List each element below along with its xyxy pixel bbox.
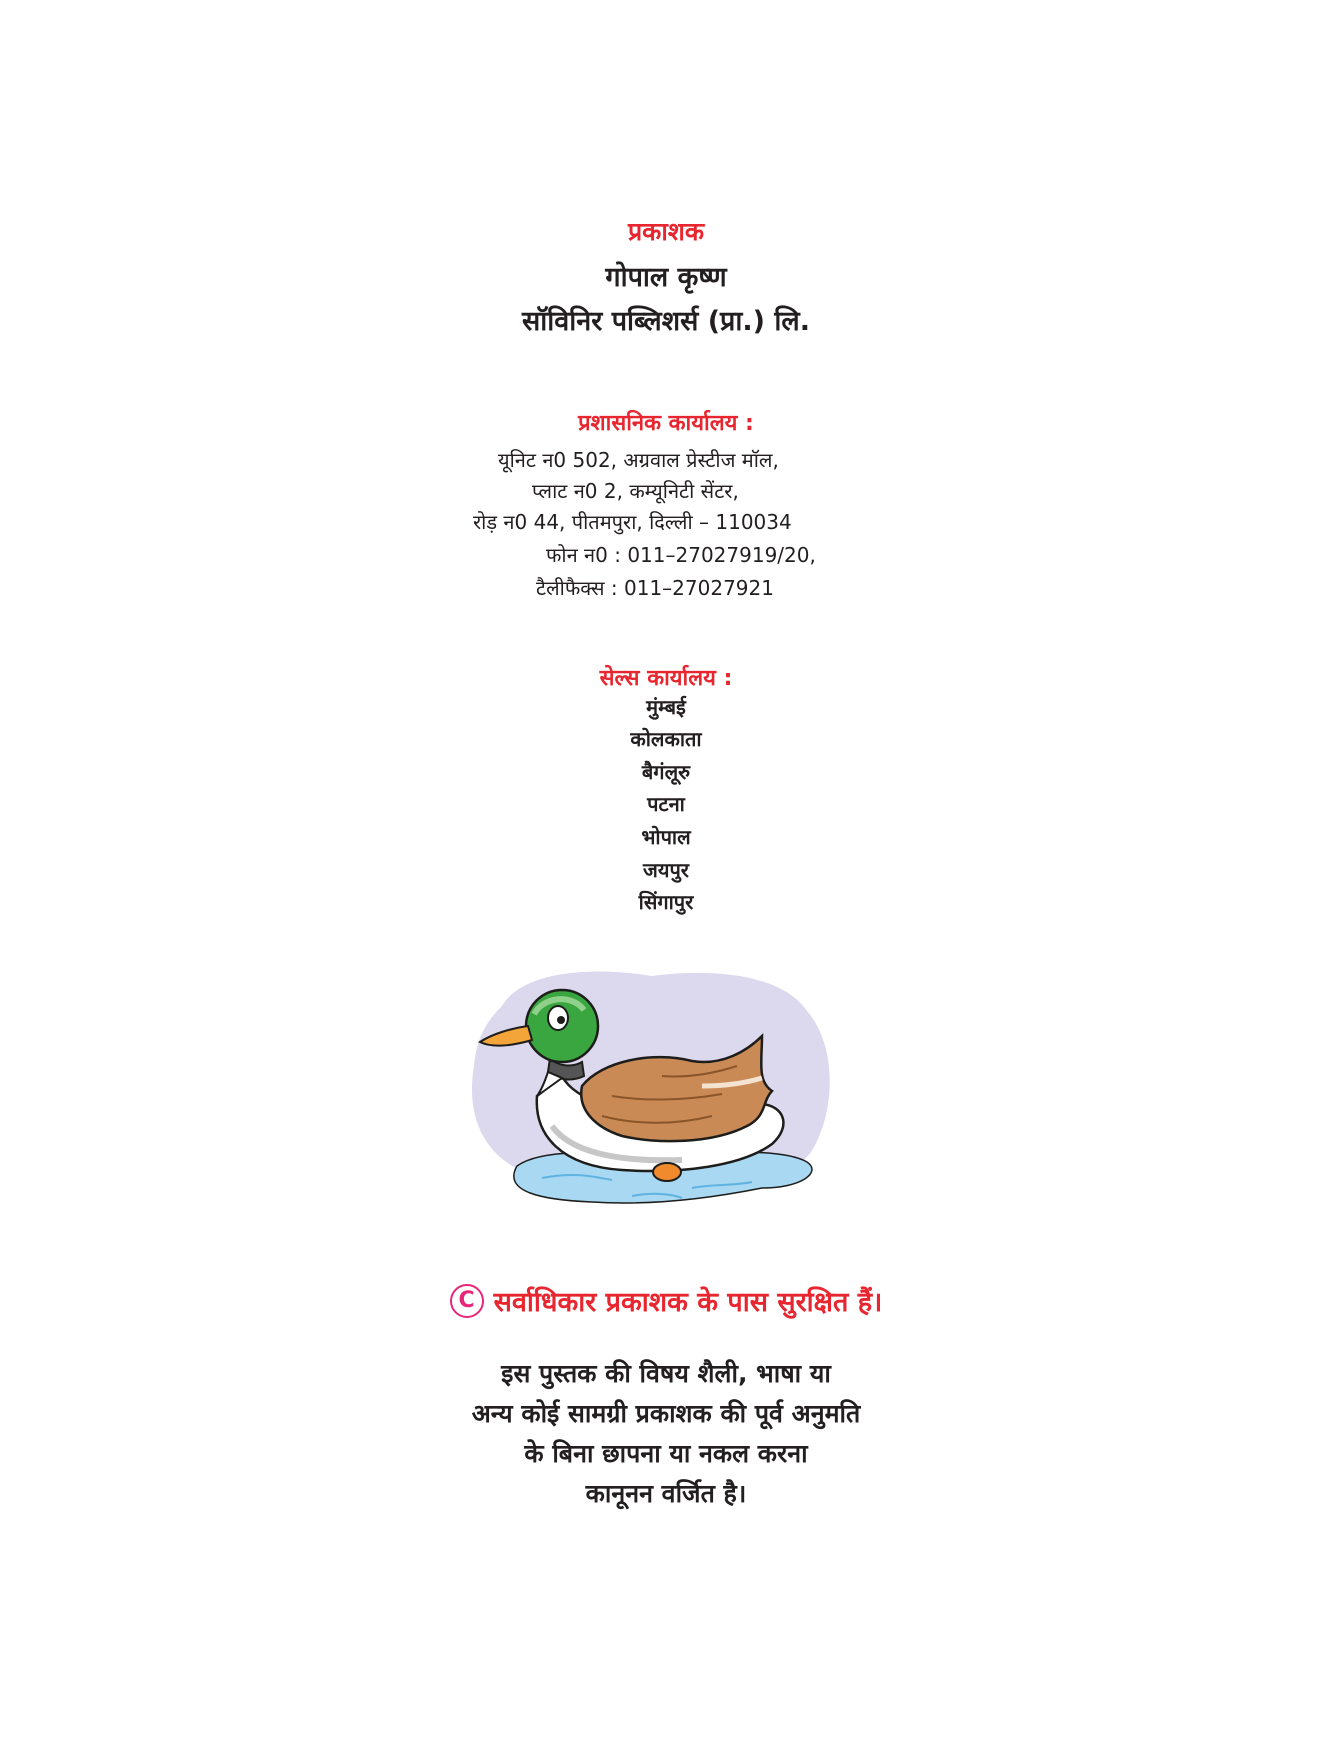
admin-office-heading: प्रशासनिक कार्यालय : <box>578 411 754 436</box>
notice-line: अन्य कोई सामग्री प्रकाशक की पूर्व अनुमति <box>471 1399 861 1428</box>
sales-city: जयपुर <box>643 858 689 882</box>
notice-line: इस पुस्तक की विषय शैली, भाषा या <box>501 1359 831 1388</box>
sales-city: भोपाल <box>641 825 691 849</box>
copyright-icon: C <box>450 1284 484 1318</box>
copyright-line <box>0 1282 1332 1319</box>
duck-illustration <box>462 966 842 1224</box>
address-line: रोड़ न0 44, पीतमपुरा, दिल्ली – 110034 <box>473 510 792 534</box>
address-line: प्लाट न0 2, कम्यूनिटी सेंटर, <box>532 479 739 503</box>
telefax-line: टैलीफैक्स : 011–27027921 <box>536 576 774 600</box>
notice-line: कानूनन वर्जित है। <box>585 1479 747 1508</box>
sales-office-heading: सेल्स कार्यालय : <box>599 666 733 691</box>
sales-city: बैगंलूरु <box>641 760 691 784</box>
company-name: सॉविनिर पब्लिशर्स (प्रा.) लि. <box>522 306 810 337</box>
notice-line: के बिना छापना या नकल करना <box>524 1439 808 1468</box>
sales-city: सिंगापुर <box>638 890 694 914</box>
sales-city: पटना <box>647 792 685 816</box>
phone-line: फोन न0 : 011–27027919/20, <box>546 543 816 567</box>
duck-icon <box>462 966 842 1224</box>
sales-city: कोलकाता <box>630 727 702 751</box>
copyright-text: सर्वाधिकार प्रकाशक के पास सुरक्षित हैं। <box>493 1287 883 1318</box>
address-line: यूनिट न0 502, अग्रवाल प्रेस्टीज मॉल, <box>498 448 779 472</box>
sales-city: मुंम्बई <box>646 695 686 719</box>
publisher-heading: प्रकाशक <box>627 217 705 246</box>
publisher-name: गोपाल कृष्ण <box>605 262 727 293</box>
